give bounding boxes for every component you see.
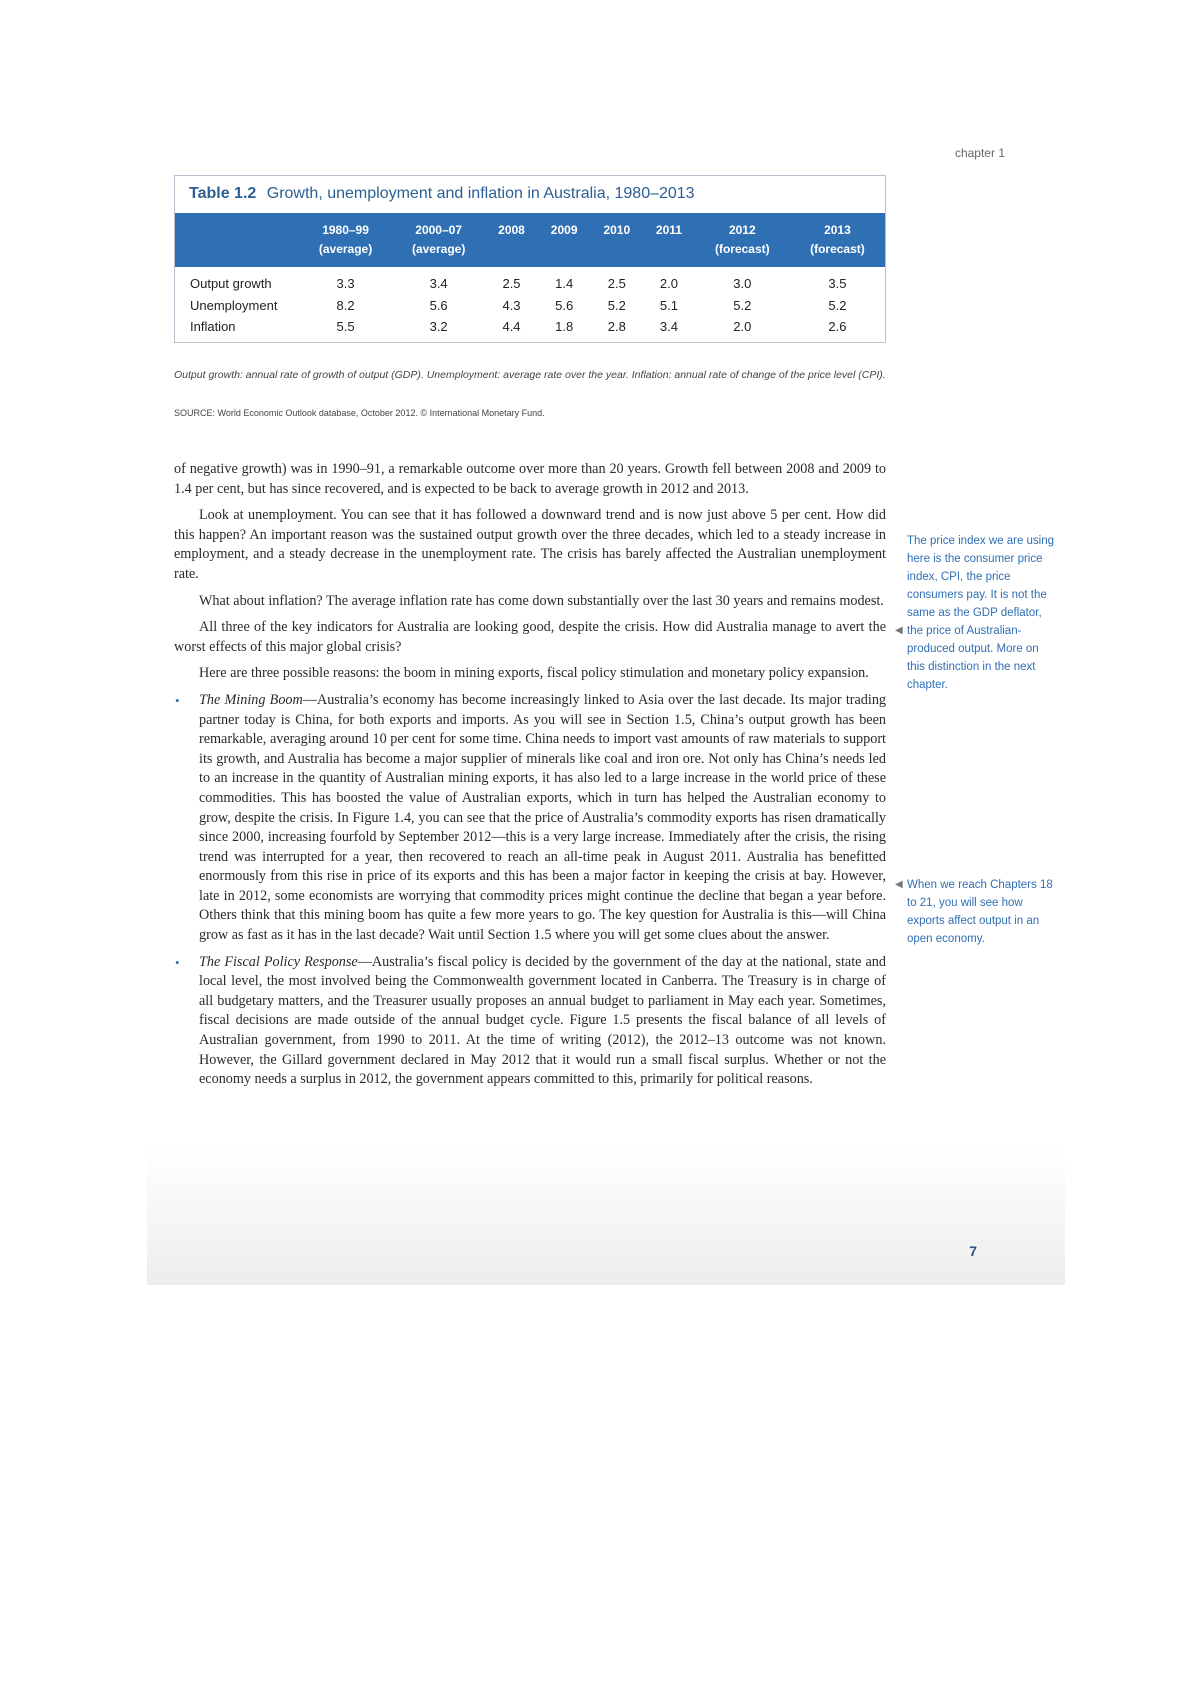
table-title: [175, 176, 885, 213]
bullet-icon: •: [175, 692, 180, 708]
paragraph: Look at unemployment. You can see that it has followed a downward trend and is now just above 5 per cent. How did this happen? An important reason was the sustained output growth over the three decades, which led to a steady increase in employment, and a steady decrease in the unemployment rate. The crisis has barely affected the Australian unemployment rate.: [174, 507, 886, 582]
table-header-cell: 2013 (forecast): [810, 223, 865, 256]
paragraph: of negative growth) was in 1990–91, a remarkable outcome over more than 20 years. Growth fell between 2008 and 2009 to 1.4 per cent, but has since recovered, and is expected to be back to average growth in 2012 and 2013.: [174, 461, 886, 497]
data-table-panel: [174, 175, 886, 343]
table-header-cell: 2011: [655, 223, 682, 237]
table-cell: 5.5: [336, 319, 355, 335]
margin-note-exports: [895, 876, 1057, 948]
table-cell: 5.6: [555, 297, 574, 313]
table-cell: 8.2: [336, 297, 355, 313]
list-item-title: The Mining Boom: [199, 691, 303, 708]
table-cell: 3.0: [733, 276, 752, 292]
chapter-label: chapter 1: [954, 146, 1005, 160]
table-header-cell: 1980–99 (average): [318, 223, 373, 256]
table-cell: 2.8: [607, 319, 626, 335]
table-header-cell: 2009: [550, 223, 578, 237]
table-cell: 2.6: [828, 319, 847, 335]
row-label: Inflation: [190, 319, 236, 335]
margin-note-cpi: [895, 532, 1057, 694]
table-cell: 1.4: [555, 276, 574, 292]
table-title-text: Growth, unemployment and inflation in Australia, 1980–2013: [266, 185, 695, 202]
table-number: Table 1.2: [189, 185, 257, 202]
table-cell: 5.2: [607, 297, 626, 313]
table-cell: 5.2: [828, 297, 847, 313]
table-row: [175, 317, 885, 342]
list-item: [174, 691, 886, 946]
body-text: [174, 460, 886, 1097]
table-cell: 2.0: [733, 319, 752, 335]
table-header-cell: 2008: [498, 223, 525, 237]
paragraph: Here are three possible reasons: the boom in mining exports, fiscal policy stimulation and monetary policy expansion.: [199, 665, 869, 682]
pointer-arrow-icon: ◀: [895, 879, 903, 890]
book-page: [147, 130, 1065, 1285]
list-item-text: —Australia’s fiscal policy is decided by the government of the day at the national, state and local level, the most involved being the Commonwealth government located in Canberra. The Treasury is in charge of all budgetary matters, and the Treasurer usually proposes an annual budget to parliament in May each year. Sometimes, fiscal decisions are made outside of the annual budget cycle. Figure 1.5 presents the fiscal balance of all levels of Australian government, from 1990 to 2011. At the time of writing (2012), the 2012–13 outcome was not known. However, the Gillard government declared in May 2012 that it would run a small fiscal surplus. Whether or not the economy needs a surplus in 2012, the government appears committed to this, primarily for political reasons.: [199, 953, 886, 1088]
list-item-title: The Fiscal Policy Response: [199, 953, 358, 970]
paragraph: All three of the key indicators for Australia are looking good, despite the crisis. How did Australia manage to avert the worst effects of this major global crisis?: [174, 619, 886, 655]
margin-note-text: When we reach Chapters 18 to 21, you will see how exports affect output in an open economy.: [907, 879, 1053, 945]
table-cell: 3.4: [429, 276, 448, 292]
bullet-icon: •: [175, 954, 180, 970]
table-cell: 5.2: [733, 297, 752, 313]
table-cell: 5.6: [429, 297, 448, 313]
table-header-cell: 2010: [603, 223, 631, 237]
table-row: [175, 293, 885, 317]
table-cell: 2.5: [607, 276, 626, 292]
table-cell: 3.4: [659, 319, 678, 335]
table-cell: 4.3: [502, 297, 521, 313]
margin-note-text: The price index we are using here is the consumer price index, CPI, the price consumers pay. It is not the same as the GDP deflator, the price of Australian-produced output. More on this distinction in the next chapter.: [907, 535, 1055, 691]
table-header-cell: 2000–07 (average): [411, 223, 466, 256]
table-header-row: [175, 213, 885, 267]
table-cell: 2.0: [659, 276, 678, 292]
table-header-cell: 2012 (forecast): [714, 223, 770, 256]
table-cell: 3.3: [336, 276, 355, 292]
table-row: [175, 267, 885, 293]
table-cell: 1.8: [555, 319, 574, 335]
data-table: [175, 213, 885, 342]
table-note: Output growth: annual rate of growth of output (GDP). Unemployment: average rate over the year. Inflation: annual rate of change of the price level (CPI).: [174, 369, 886, 381]
reasons-list: [174, 691, 886, 1090]
row-label: Unemployment: [190, 297, 278, 313]
table-cell: 5.1: [659, 297, 678, 313]
row-label: Output growth: [190, 276, 272, 292]
table-cell: 3.5: [828, 276, 847, 292]
pointer-arrow-icon: ◀: [895, 625, 903, 636]
table-cell: 4.4: [502, 319, 521, 335]
list-item: [174, 953, 886, 1090]
list-item-text: —Australia’s economy has become increasingly linked to Asia over the last decade. Its major trading partner today is China, for both exports and imports. As you will see in Section 1.5, China’s output growth has been remarkable, averaging around 10 per cent for some time. China needs to import vast amounts of raw materials to support its growth, and Australia has become a major supplier of minerals like coal and iron ore. Not only has China’s needs led to an increase in the quantity of Australian mining exports, it has also led to a large increase in the world price of these commodities. This has boosted the value of Australian exports, which in turn has helped the Australian economy to grow, despite the crisis. In Figure 1.4, you can see that the price of Australia’s commodity exports has risen dramatically since 2000, increasing fourfold by September 2012—this is a very large increase. Immediately after the crisis, the rising trend was interrupted for a year, then recovered to reach an all-time peak in August 2011. Australia has benefitted enormously from this rise in price of its exports and this has been a major factor in keeping the crisis at bay. However, late in 2012, some economists are worrying that commodity prices might continue the decline that began a year before. Others think that this mining boom has quite a few more years to go. The key question for Australia is this—will China grow as fast as it has in the last decade? Wait until Section 1.5 where you will get some clues about the answer.: [199, 691, 886, 944]
table-cell: 2.5: [502, 276, 521, 292]
paragraph: What about inflation? The average inflation rate has come down substantially over the last 30 years and remains modest.: [199, 592, 884, 609]
table-header-corner: [175, 213, 299, 267]
table-source: SOURCE: World Economic Outlook database, October 2012. © International Monetary Fund.: [174, 408, 545, 418]
page-number: 7: [969, 1243, 977, 1259]
table-cell: 3.2: [429, 319, 448, 335]
